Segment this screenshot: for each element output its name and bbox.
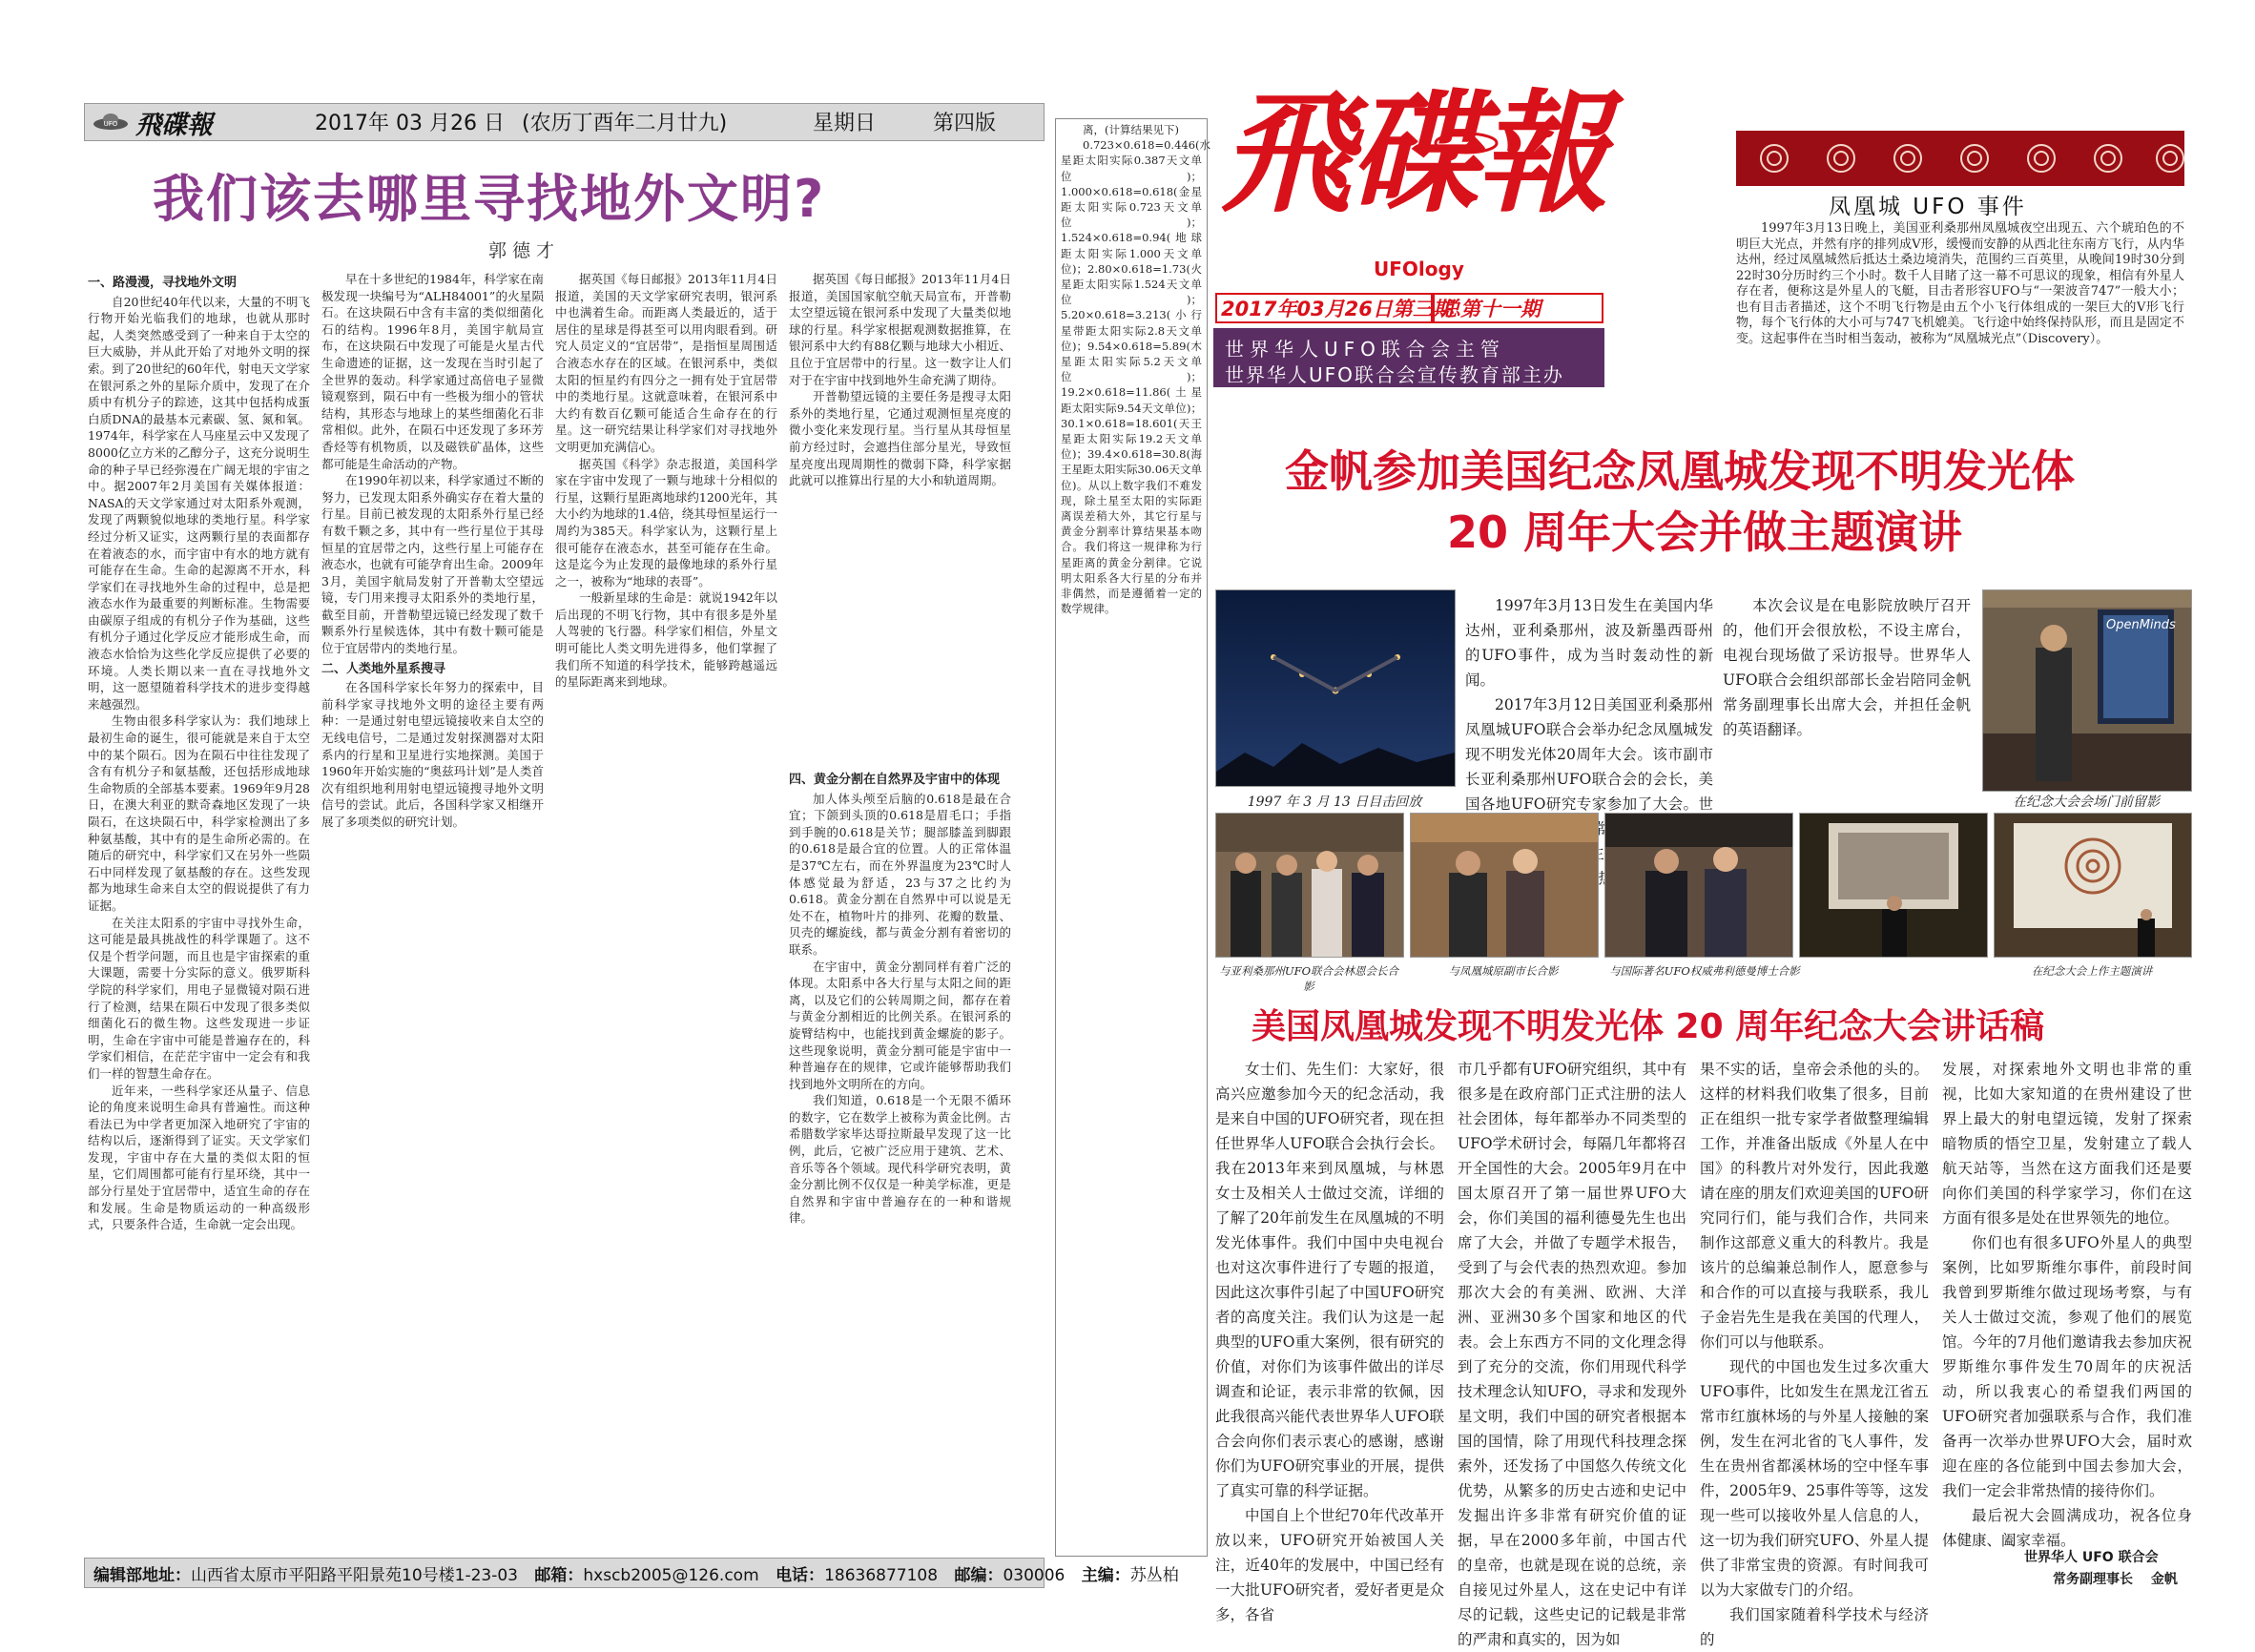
weekday: 星期日 (813, 112, 877, 135)
photo-night-sky (1215, 589, 1456, 787)
speech-para-6: 我们国家随着科学技术与经济的 (1700, 1606, 1929, 1648)
speech-column-1 (1215, 1057, 1444, 1623)
left-column-2 (321, 271, 544, 1511)
left-column-4 (789, 271, 1011, 767)
col4-paragraph-2: 开普勒望远镜的主要任务是搜寻太阳系外的类地行星，它通过观测恒星亮度的微小变化来发现行星。当行星从其母恒星前方经过时，会遮挡住部分星光，导致恒星亮度出现周期性的微弱下降，科学家据此就可以推算出行星的大小和轨道周期。 (789, 389, 1011, 488)
right-logo: 飛碟報 (1221, 75, 1605, 231)
col5-paragraph-1: 加人体头颅至后脑的0.618是最在合宜；下颌到头顶的0.618是眉毛口；手指到手腕的0.618是关节；腿部膝盖到脚跟的0.618是最合宜的位置。人的正常体温是37℃左右，而在外界温度为23℃时人体感觉最为舒适，23与37之比约为0.618。黄金分割在自然界中可以说是无处不在，植物叶片的排列、花瓣的数量、贝壳的螺旋线，都与黄金分割有着密切的联系。 (789, 791, 1011, 957)
caption-photo-1: 与亚利桑那州UFO联合会林恩会长合影 (1218, 964, 1399, 993)
phoenix-box-title: 凤凰城 UFO 事件 (1829, 195, 2027, 219)
right-page (1213, 0, 2255, 1648)
issue-total: 总第十一期 (1440, 298, 1541, 320)
caption-night-sky: 1997 年 3 月 13 日目击回放 (1247, 795, 1422, 810)
col1-paragraph-4: 近年来，一些科学家还从量子、信息论的角度来说明生命具有普遍性。而这种看法已为中学者更加深入地研究了宇宙的结构以后，逐渐得到了证实。天文学家们发现，宇宙中存在大量的类似太阳的恒星，它们周围都可能有行星环绕，其中一部分行星处于宜居带中，适宜生命的存在和发展。生命是物质运动的一种高级形式，只要条件合适，生命就一定会出现。 (88, 1083, 310, 1232)
author: 郭德才 (488, 240, 561, 261)
narrow-column (1061, 122, 1211, 1549)
narrow-column-header: 离，(计算结果见下) (1083, 123, 1179, 136)
section-heading-4: 四、黄金分割在自然界及宇宙中的体现 (789, 773, 1001, 787)
phoenix-box-body: 1997年3月13日晚上，美国亚利桑那州凤凰城夜空出现五、六个琥珀色的不明巨大光点，并然有序的排列成V形，缓慢而安静的从西北往东南方飞行，从内华达州，经过凤凰城然后抵达土桑边境消失，范围约三百英里，从晚间19时30分到22时30分历时约三个小时。数千人目睹了这一幕不可思议的现象，相信有外星人存在者，便称这是外星人的飞艇，目击者形容UFO与“一架波音747”一般大小；也有目击者描述，这个不明飞行物是由五个小飞行体组成的一架巨大的V形飞行物，每个飞行体的大小可与747飞机媲美。飞行途中始终保持队形，而且是固定不变。这起事件在当时相当轰动，被称为“凤凰城光点”（Discovery）。 (1736, 221, 2184, 346)
footer-address-label: 编辑部地址： (93, 1566, 191, 1585)
logo-subtitle: UFOlogy (1374, 258, 1464, 280)
left-column-3 (555, 271, 777, 1511)
lunar-date: (农历丁酉年二月廿九) (522, 112, 728, 135)
speech-para-4: 果不实的话，皇帝会杀他的头的。这样的材料我们收集了很多，目前正在组织一批专家学者做整理编辑工作，并准备出版成《外星人在中国》的科教片对外发行，因此我邀请在座的朋友们欢迎美国的UFO研究同行们，能与我们合作，共同来制作这部意义重大的科教片。我是该片的总编兼总制作人，愿意参与和合作的可以直接与我联系，我儿子金岩先生是我在美国的代理人，你们可以与他联系。 (1700, 1061, 1929, 1351)
sponsor-line-1: 世界华人UFO联合会主管 (1225, 338, 1505, 361)
col4-paragraph-1: 据英国《每日邮报》2013年11月4日报道，美国国家航空航天局宣布，开普勒太空望远镜在银河系中发现了大量类似地球的行星。科学家根据观测数据推算，在银河系中大约有88亿颗与地球大小相近、且位于宜居带中的行星。这一数字让人们对于在宇宙中找到地外生命充满了期待。 (789, 272, 1011, 387)
left-headline: 我们该去哪里寻找地外文明? (153, 169, 826, 229)
narrow-column-body: 0.723×0.618=0.446(水星距太阳实际0.387天文单位)；1.000×0.618=0.618(金星距太阳实际0.723天文单位)；1.524×0.618=0.94(地球距太阳实际1.000天文单位)；2.80×0.618=1.73(火星距太阳实际1.524天文单位)；5.20×0.618=3.213(小行星带距太阳实际2.8天文单位)；9.54×0.618=5.89(木星距太阳实际5.2天文单位)；19.2×0.618=11.86(土星距太阳实际9.54天文单位)；30.1×0.618=18.601(天王星距太阳实际19.2天文单位)；39.4×0.618=30.8(海王星距太阳实际30.06天文单位)。从以上数字我们不难发现，除土星至太阳的实际距离误差稍大外，其它行星与黄金分割率计算结果基本吻合。我们将这一规律称为行星距离的黄金分割律。它说明太阳系各大行星的分布并非偶然，而是遵循着一定的数学规律。 (1061, 138, 1211, 616)
page-number: 第四版 (933, 112, 997, 135)
section-heading-1: 一、路漫漫，寻找地外文明 (88, 276, 238, 290)
footer-phone: 18636877108 (824, 1566, 939, 1585)
col3-paragraph-1: 据英国《每日邮报》2013年11月4日报道，美国的天文学家研究表明，银河系中也满着生命。而距离人类最近的，适于居住的星球是得甚至可以用肉眼看到。研究人员定义的“宜居带”，是指恒星周围适合液态水存在的区域。在银河系中，类似太阳的恒星约有四分之一拥有处于宜居带中的类地行星。这就意味着，在银河系中大约有数百亿颗可能适合生命存在的行星。这一研究结果让科学家们对寻找地外文明更加充满信心。 (555, 272, 777, 454)
col1-paragraph-3: 在关注太阳系的宇宙中寻找外生命，这可能是最具挑战性的科学课题了。这不仅是个哲学问题，而且也是宇宙探索的重大课题，需要十分实际的意义。俄罗斯科学院的科学家们，用电子显微镜对陨石进行了检测，结果在陨石中发现了很多类似细菌化石的微生物。这些发现进一步证明，生命在宇宙中可能是普遍存在的，科学家们相信，在茫茫宇宙中一定会有和我们一样的智慧生命存在。 (88, 915, 310, 1081)
left-column-5 (789, 768, 1011, 1512)
speech-para-9: 最后祝大会圆满成功，祝各位身体健康、阖家幸福。 (1942, 1507, 2192, 1549)
right-headline-1: 金帆参加美国纪念凤凰城发现不明发光体 (1285, 445, 2075, 497)
ufo-small-icon (92, 107, 130, 135)
left-column-1 (88, 271, 310, 1511)
speech-para-8: 你们也有很多UFO外星人的典型案例，比如罗斯维尔事件，前段时间我曾到罗斯维尔做过现场考察，与有关人士做过交流，参观了他们的展览馆。今年的7月他们邀请我去参加庆祝罗斯维尔事件发生70周年的庆祝活动，所以我衷心的希望我们两国的UFO研究者加强联系与合作，我们准备再一次举办世界UFO大会，届时欢迎在座的各位能到中国去参加大会，我们一定会非常热情的接待你们。 (1942, 1234, 2192, 1499)
footer-editor-label: 主编： (1081, 1566, 1130, 1585)
footer-zip: 030006 (1003, 1566, 1065, 1585)
speech-para-7: 发展，对探索地外文明也非常的重视，比如大家知道的在贵州建设了世界上最大的射电望远镜，发射了探索暗物质的悟空卫星，发射建立了载人航天站等，当然在这方面我们还是要向你们美国的科学家学习，你们在这方面有很多是处在世界领先的地位。 (1942, 1061, 2192, 1227)
footer-email: hxscb2005@126.com (583, 1566, 759, 1585)
photo-with-vice-mayor (1410, 813, 1599, 958)
speech-para-5: 现代的中国也发生过多次重大UFO事件，比如发生在黑龙江省五常市红旗林场的与外星人接触的案例，发生在河北省的飞人事件，发生在贵州省都溪林场的空中怪车事件，2005年9、25事件等等，这发现一些可以接收外星人信息的人，这一切为我们研究UFO、外星人提供了非常宝贵的资源。有时间我可以为大家做专门的介绍。 (1700, 1358, 1929, 1599)
article-column-2 (1723, 593, 1971, 808)
ufo-ring-icon (1433, 124, 1500, 162)
footer-editor: 苏丛柏 (1129, 1566, 1179, 1585)
col1-paragraph-2: 生物由很多科学家认为：我们地球上最初生命的诞生，很可能就是来自于太空中的某个陨石。因为在陨石中往往发现了含有有机分子和氨基酸，还包括形成地球生命物质的全部基本要素。1969年9月28日，在澳大利亚的默奇森地区发现了一块陨石，在这块陨石中，科学家检测出了多种氨基酸，其中有的是生命所必需的。在随后的研究中，科学家们又在另外一些陨石中同样发现了氨基酸的存在。这些发现都为地球生命来自太空的假说提供了有力证据。 (88, 713, 310, 913)
speech-para-3: 市几乎都有UFO研究组织，其中有很多是在政府部门正式注册的法人社会团体，每年都举办不同类型的UFO学术研讨会，每隔几年都将召开全国性的大会。2005年9月在中国太原召开了第一届世界UFO大会，你们美国的福利德曼先生也出席了大会，并做了专题学术报告，受到了与会代表的热烈欢迎。参加那次大会的有美洲、欧洲、大洋洲、亚洲30多个国家和地区的代表。会上东西方不同的文化理念得到了充分的交流，你们用现代科学技术理念认知UFO，寻求和发现外星文明，我们中国的研究者根据本国的国情，除了用现代科技理念探索外，还发扬了中国悠久传统文化优势，从繁多的历史古迹和史记中发掘出许多非常有研究价值的证据，早在2000多年前，中国古代的皇帝，也就是现在说的总统，亲自接见过外星人，这在史记中有详尽的记载，这些史记的记载是非常的严肃和真实的，因为如 (1458, 1061, 1686, 1648)
caption-theater: 在纪念大会会场门前留影 (2013, 795, 2160, 810)
article-para-3: 本次会议是在电影院放映厅召开的，他们开会很放松，不设主席台，电视台现场做了采访报导。世界华人UFO联合会组织部部长金岩陪同金帆常务副理事长出席大会，并担任金帆的英语翻译。 (1723, 597, 1971, 738)
sponsor-line-2: 世界华人UFO联合会宣传教育部主办 (1225, 363, 1564, 386)
speech-para-2: 中国自上个世纪70年代改革开放以来，UFO研究开始被国人关注，近40年的发展中，中国已经有一大批UFO研究者，爱好者更是众多，各省 (1215, 1507, 1444, 1623)
section-heading-2: 二、人类地外星系搜寻 (321, 661, 446, 676)
speech-title: 美国凤凰城发现不明发光体 20 周年纪念大会讲话稿 (1252, 1007, 2045, 1046)
footer-zip-label: 邮编： (954, 1566, 1003, 1585)
article-para-1: 1997年3月13日发生在美国内华达州，亚利桑那州，波及新墨西哥州的UFO事件，成为当时轰动性的新闻。 (1465, 597, 1713, 689)
caption-photo-2: 与凤凰城原副市长合影 (1448, 964, 1559, 978)
speech-column-4 (1942, 1057, 2192, 1549)
right-headline-2: 20 周年大会并做主题演讲 (1447, 506, 1963, 558)
col3-paragraph-2: 据英国《科学》杂志报道，美国科学家在宇宙中发现了一颗与地球十分相似的行星，这颗行星距离地球约1200光年，其大小约为地球的1.4倍，绕其母恒星运行一周约为385天。科学家认为，这颗行星上很可能存在液态水，甚至可能存在生命。这是迄今为止发现的最像地球的系外行星之一，被称为“地球的表哥”。 (555, 456, 777, 589)
photo-with-friedman (1604, 813, 1793, 958)
footer-phone-label: 电话： (776, 1566, 825, 1585)
col2-paragraph-1: 早在十多世纪的1984年，科学家在南极发现一块编号为“ALH84001”的火星陨石。在这块陨石中含有丰富的类似细菌化石的结构。1996年8月，美国宇航局宣布，在这块陨石中发现了可能是火星古代生命遗迹的证据，这一发现在当时引起了全世界的轰动。科学家通过高倍电子显微镜观察到，陨石中有一些极为细小的管状结构，其形态与地球上的某些细菌化石非常相似。此外，在陨石中还发现了多环芳香烃等有机物质，以及磁铁矿晶体，这些都可能是生命活动的产物。 (321, 272, 544, 471)
signature-org: 世界华人 UFO 联合会 (2024, 1550, 2159, 1565)
issue-date: 2017年03月26日第三期 (1221, 298, 1453, 320)
signature-name: 金帆 (2150, 1572, 2178, 1587)
footer-email-label: 邮箱： (534, 1566, 584, 1585)
footer-contact (93, 1561, 1179, 1585)
signature-title: 常务副理事长 (2053, 1572, 2133, 1587)
article-para-2: 2017年3月12日美国亚利桑那州凤凰城UFO联合会举办纪念凤凰城发现不明发光体20周年大会。该市副市长亚利桑那州UFO联合会的会长，美国各地UFO研究专家参加了大会。世 O联合会常务副理事 会并做主题演讲， (1465, 696, 1713, 862)
col2-paragraph-2: 在1990年初以来，科学家通过不断的努力，已发现太阳系外确实存在着大量的行星。目前已被发现的太阳系外行星已经有数千颗之多，其中有一些行星位于其母恒星的宜居带之内，这些行星上可能存在液态水，也就有可能孕育出生命。2009年3月，美国宇航局发射了开普勒太空望远镜，专门用来搜寻太阳系外的类地行星，截至目前，开普勒望远镜已经发现了数千颗系外行星候选体，其中有数十颗可能是位于宜居带内的类地行星。 (321, 473, 544, 656)
speech-para-1: 女士们、先生们：大家好，很高兴应邀参加今天的纪念活动，我是来自中国的UFO研究者，现在担任世界华人UFO联合会执行会长。我在2013年来到凤凰城，与林恩女士及相关人士做过交流，详细的了解了20年前发生在凤凰城的不明发光体事件。我们中国中央电视台也对这次事件进行了专题的报道，因此这次事件引起了中国UFO研究者的高度关注。我们认为这是一起典型的UFO重大案例，很有研究的价值，对你们为该事件做出的详尽调查和论证，表示非常的钦佩，因此我很高兴能代表世界华人UFO联合会向你们表示衷心的感谢，感谢你们为UFO研究事业的开展，提供了真实可靠的科学证据。 (1215, 1061, 1444, 1499)
swirl-pattern-icon (1736, 131, 2184, 186)
photo-stage (1994, 813, 2192, 958)
phoenix-banner (1736, 131, 2184, 186)
signature-line (2053, 1569, 2178, 1588)
col5-paragraph-2: 在宇宙中，黄金分割同样有着广泛的体现。太阳系中各大行星与太阳之间的距离，以及它们的公转周期之间，都存在着与黄金分割相近的比例关系。在银河系的旋臂结构中，也能找到黄金螺旋的影子。这些现象说明，黄金分割可能是宇宙中一种普遍存在的规律，它或许能够帮助我们找到地外文明所在的方向。 (789, 959, 1011, 1091)
col1-paragraph-1: 自20世纪40年代以来，大量的不明飞行物开始光临我们的地球，也就从那时起，人类突然感受到了一种来自于太空的巨大威胁，并从此开始了对地外文明的探索。到了20世纪的60年代，射电天文学家在银河系之外的星际介质中，发现了在介质中有机分子的踪迹，这其中包括构成蛋白质DNA的最基本元素碳、氢、氮和氧。1974年，科学家在人马座星云中又发现了8000亿立方米的乙醇分子，这充分说明生命的种子早已经弥漫在广阔无垠的宇宙之中。据2007年2月美国有关媒体报道：NASA的天文学家通过对太阳系外观测，发现了两颗貌似地球的类地行星。科学家经过分析又证实，这两颗行星的表面都存在着液态的水，而宇宙中有水的地方就有可能存在生命。生命的起源离不开水，科学家们在寻找地外生命的过程中，总是把液态水作为最重要的判断标准。生物需要由碳原子组成的有机分子作为基础，这些有机分子通过化学反应才能形成生命，而液态水恰恰为这些化学反应提供了必要的环境。人类长期以来一直在寻找地外文明，这一愿望随着科学技术的进步变得越来越强烈。 (88, 294, 310, 712)
speech-column-3 (1700, 1057, 1929, 1648)
photo-speech (1799, 813, 1988, 958)
col3-paragraph-3: 一般新星球的生命是：就说1942年以后出现的不明飞行物，其中有很多是外星人驾驶的飞行器。科学家们相信，外星文明可能比人类文明先进得多，他们掌握了我们所不知道的科学技术，能够跨越遥远的星际距离来到地球。 (555, 590, 777, 690)
col5-paragraph-3: 我们知道，0.618是一个无限不循环的数字，它在数学上被称为黄金比例。古希腊数学家毕达哥拉斯最早发现了这一比例，此后，它被广泛应用于建筑、艺术、音乐等各个领域。现代科学研究表明，黄金分割比例不仅仅是一种美学标准，更是自然界和宇宙中普遍存在的一种和谐规律。 (789, 1093, 1011, 1226)
poster-text: OpenMinds (2106, 618, 2176, 632)
caption-photo-3: 与国际著名UFO权威弗利德曼博士合影 (1609, 964, 1800, 978)
col2-paragraph-3: 在各国科学家长年努力的探索中，目前科学家寻找地外文明的途径主要有两种：一是通过射电望远镜接收来自太空的无线电信号，二是通过发射探测器对太阳系内的行星和卫星进行实地探测。美国于1960年开始实施的“奥兹玛计划”是人类首次有组织地利用射电望远镜搜寻地外文明信号的尝试。此后，各国科学家又相继开展了多项类似的研究计划。 (321, 680, 544, 829)
footer-address: 山西省太原市平阳路平阳景苑10号楼1-23-03 (191, 1566, 518, 1585)
photo-with-lynn (1215, 813, 1404, 958)
article-column-1 (1465, 593, 1713, 862)
speech-column-2 (1458, 1057, 1686, 1648)
caption-photo-4: 在纪念大会上作主题演讲 (2031, 964, 2153, 978)
svg-text:UFO: UFO (103, 120, 118, 128)
date-line: 2017年 03 月26 日 (315, 112, 505, 135)
left-masthead-logo: 飛碟報 (135, 111, 213, 140)
